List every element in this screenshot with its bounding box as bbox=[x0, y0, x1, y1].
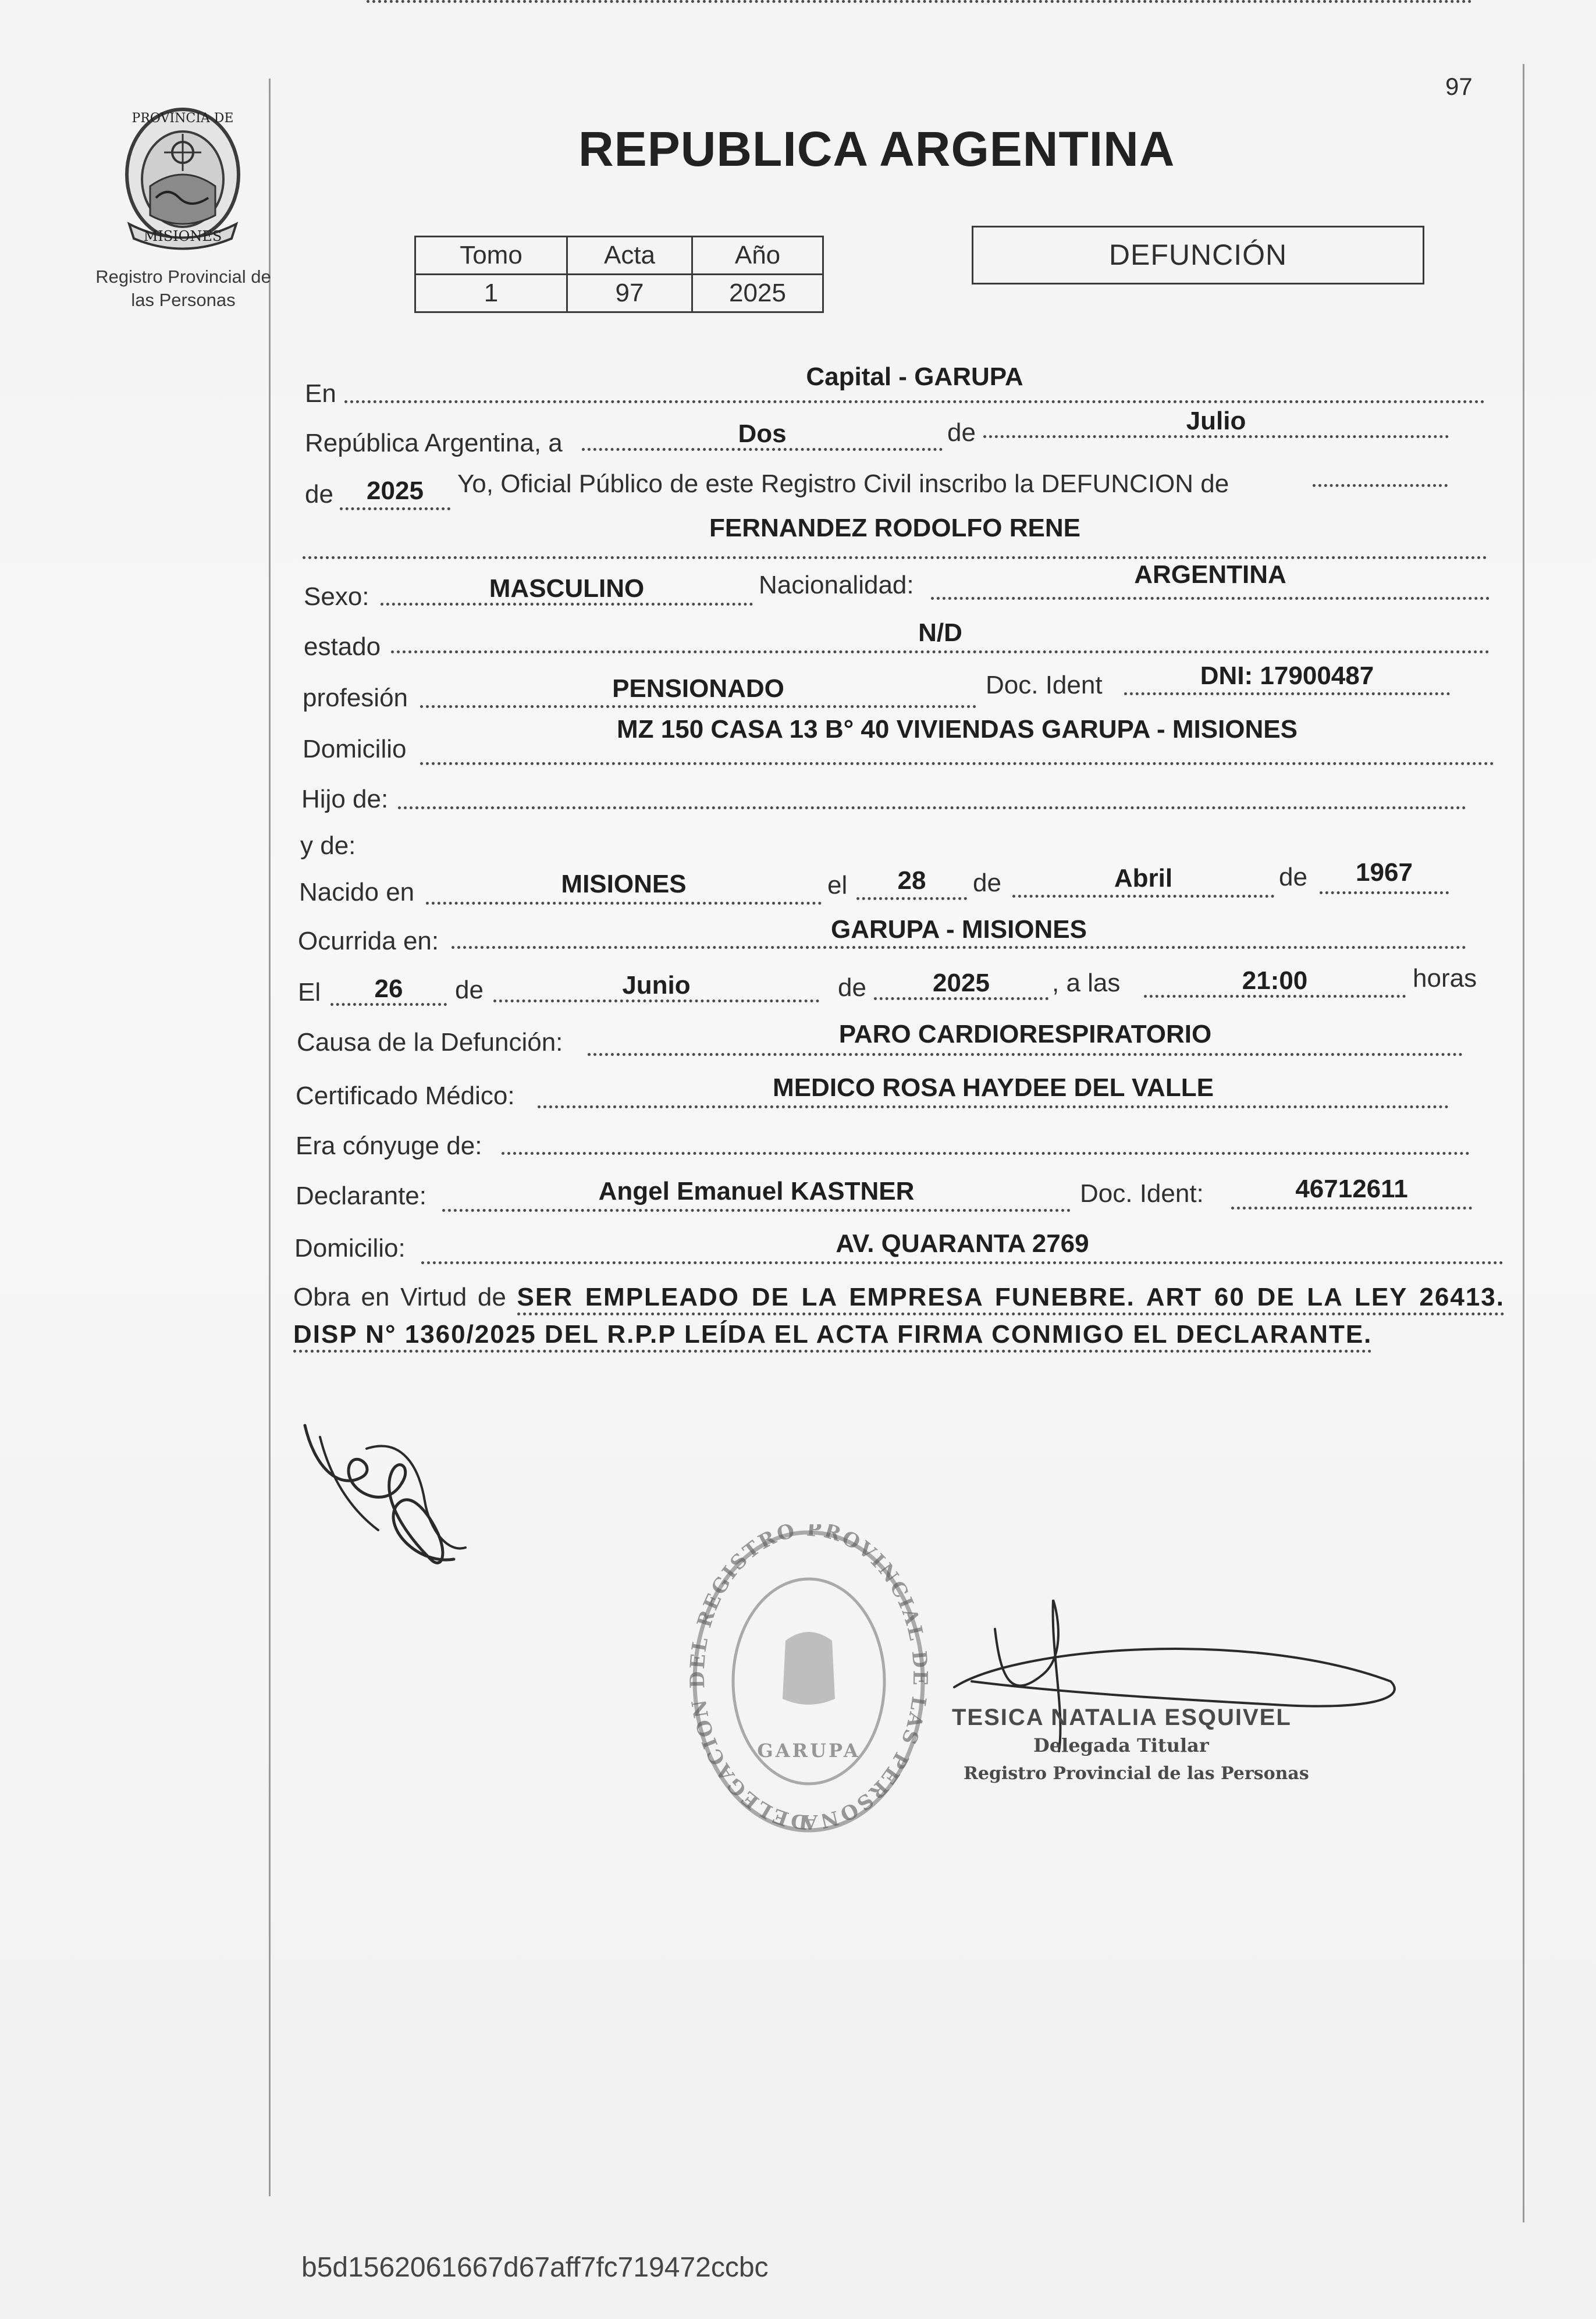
footer-hash: b5d1562061667d67aff7fc719472ccbc bbox=[301, 2252, 769, 2283]
right-margin-rule bbox=[1523, 64, 1524, 2222]
field-doc-ident: DNI: 17900487 bbox=[1200, 661, 1374, 690]
field-def-hora: 21:00 bbox=[1242, 966, 1308, 995]
dotted-line bbox=[344, 400, 1485, 403]
official-signature bbox=[948, 1594, 1402, 1757]
table-header-row bbox=[415, 237, 823, 275]
dotted-line bbox=[340, 507, 450, 510]
seal-text-top: PROVINCIA DE bbox=[131, 111, 234, 126]
official-office: Registro Provincial de las Personas bbox=[964, 1763, 1309, 1784]
label-obra-en-virtud: Obra en Virtud de bbox=[293, 1283, 506, 1311]
table-cell-tomo: 1 bbox=[415, 275, 567, 312]
dotted-line bbox=[502, 1152, 1470, 1155]
field-lugar: Capital - GARUPA bbox=[806, 362, 1023, 391]
page-title: REPUBLICA ARGENTINA bbox=[578, 122, 1175, 176]
obra-en-virtud-block bbox=[293, 1279, 1505, 1353]
field-mes: Julio bbox=[1186, 407, 1246, 435]
label-a-las: , a las bbox=[1052, 969, 1121, 997]
dotted-line bbox=[931, 597, 1490, 600]
label-de: de bbox=[838, 973, 866, 1002]
declarant-signature bbox=[297, 1414, 471, 1577]
stamp-center-text: GARUPA bbox=[757, 1740, 861, 1762]
field-def-dia: 26 bbox=[374, 974, 403, 1003]
label-el: el bbox=[827, 871, 848, 899]
dotted-line bbox=[420, 705, 976, 708]
dotted-line bbox=[538, 1105, 1449, 1108]
field-declarante-domicilio: AV. QUARANTA 2769 bbox=[836, 1229, 1089, 1258]
tomo-acta-table bbox=[414, 236, 824, 313]
official-name: TESICA NATALIA ESQUIVEL bbox=[952, 1705, 1292, 1730]
dotted-line bbox=[588, 1053, 1463, 1056]
label-estado: estado bbox=[304, 632, 381, 661]
field-profesion: PENSIONADO bbox=[612, 674, 784, 703]
dotted-line bbox=[391, 650, 1490, 653]
field-sexo: MASCULINO bbox=[489, 574, 645, 603]
label-hijo-de: Hijo de: bbox=[301, 785, 389, 813]
dotted-line bbox=[983, 435, 1449, 438]
dotted-line bbox=[1231, 1207, 1472, 1210]
field-estado: N/D bbox=[918, 618, 962, 647]
label-sexo: Sexo: bbox=[304, 582, 369, 611]
label-certificado: Certificado Médico: bbox=[296, 1082, 515, 1110]
official-stamp bbox=[687, 1524, 931, 1850]
dotted-line bbox=[874, 997, 1048, 1000]
field-declarante: Angel Emanuel KASTNER bbox=[598, 1177, 915, 1205]
field-anio: 2025 bbox=[367, 476, 424, 505]
dotted-line bbox=[367, 0, 1472, 3]
registry-name: Registro Provincial de las Personas bbox=[95, 266, 271, 311]
label-conyuge: Era cónyuge de: bbox=[296, 1132, 482, 1160]
dotted-line bbox=[582, 448, 943, 451]
field-def-mes: Junio bbox=[622, 971, 691, 1000]
field-nombre: FERNANDEZ RODOLFO RENE bbox=[709, 514, 1080, 542]
stamp-ring-text: DELEGACION DEL REGISTRO PROVINCIAL DE LAS PERSONA bbox=[687, 1524, 931, 1834]
dotted-line bbox=[856, 897, 967, 900]
field-nacido-en: MISIONES bbox=[561, 870, 687, 898]
official-title: Delegada Titular bbox=[1033, 1734, 1209, 1756]
left-margin-rule bbox=[269, 79, 271, 2196]
label-profesion: profesión bbox=[303, 684, 408, 712]
dotted-line bbox=[493, 1000, 819, 1002]
field-nac-dia: 28 bbox=[897, 866, 926, 895]
label-de: de bbox=[973, 869, 1001, 897]
dotted-line bbox=[381, 603, 753, 606]
field-causa: PARO CARDIORESPIRATORIO bbox=[838, 1020, 1212, 1048]
act-type-box: DEFUNCIÓN bbox=[972, 226, 1424, 284]
label-el: El bbox=[298, 978, 321, 1006]
field-def-anio: 2025 bbox=[933, 969, 990, 997]
label-doc-ident: Doc. Ident bbox=[986, 671, 1103, 699]
field-ocurrida-en: GARUPA - MISIONES bbox=[830, 915, 1087, 944]
province-seal bbox=[115, 99, 250, 250]
field-domicilio: MZ 150 CASA 13 B° 40 VIVIENDAS GARUPA - MISIONES bbox=[617, 715, 1298, 744]
label-nacido-en: Nacido en bbox=[299, 878, 415, 906]
table-cell-acta: 97 bbox=[567, 275, 692, 312]
label-horas: horas bbox=[1413, 964, 1477, 993]
field-dia: Dos bbox=[738, 419, 787, 448]
table-header-cell: Año bbox=[692, 237, 823, 275]
dotted-line bbox=[330, 1003, 447, 1006]
field-obra-en-virtud: SER EMPLEADO DE LA EMPRESA FUNEBRE. ART 60 DE LA LEY 26413. DISP N° 1360/2025 DEL R.P.P LEÍDA EL ACTA FIRMA CONMIGO EL DECLARANTE. bbox=[293, 1283, 1505, 1353]
field-nacionalidad: ARGENTINA bbox=[1134, 560, 1286, 589]
dotted-line bbox=[442, 1209, 1071, 1212]
label-yo-oficial: Yo, Oficial Público de este Registro Civil inscribo la DEFUNCION de bbox=[457, 470, 1229, 498]
dotted-line bbox=[303, 556, 1487, 559]
field-declarante-doc: 46712611 bbox=[1295, 1175, 1408, 1203]
label-declarante: Declarante: bbox=[296, 1182, 427, 1210]
label-de: de bbox=[455, 976, 484, 1004]
label-domicilio: Domicilio bbox=[303, 735, 407, 763]
label-en: En bbox=[305, 379, 336, 408]
dotted-line bbox=[420, 762, 1494, 765]
label-y-de: y de: bbox=[300, 831, 356, 860]
page-number: 97 bbox=[1445, 73, 1473, 100]
label-doc-ident-declarante: Doc. Ident: bbox=[1080, 1179, 1204, 1208]
dotted-line bbox=[1313, 484, 1448, 487]
field-nac-anio: 1967 bbox=[1356, 858, 1413, 887]
field-nac-mes: Abril bbox=[1114, 864, 1173, 892]
dotted-line bbox=[398, 806, 1466, 809]
label-causa: Causa de la Defunción: bbox=[297, 1028, 563, 1057]
label-domicilio-declarante: Domicilio: bbox=[294, 1234, 406, 1262]
label-de: de bbox=[1279, 863, 1307, 891]
dotted-line bbox=[1320, 891, 1449, 894]
field-certificado: MEDICO ROSA HAYDEE DEL VALLE bbox=[773, 1073, 1214, 1102]
dotted-line bbox=[421, 1261, 1503, 1264]
seal-text-bottom: MISIONES bbox=[143, 228, 222, 244]
table-header-cell: Acta bbox=[567, 237, 692, 275]
table-row bbox=[415, 275, 823, 312]
table-cell-anio: 2025 bbox=[692, 275, 823, 312]
label-ocurrida-en: Ocurrida en: bbox=[298, 927, 439, 955]
label-nacionalidad: Nacionalidad: bbox=[759, 571, 914, 599]
dotted-line bbox=[452, 946, 1466, 949]
table-header-cell: Tomo bbox=[415, 237, 567, 275]
dotted-line bbox=[1124, 692, 1450, 695]
dotted-line bbox=[1144, 995, 1406, 998]
dotted-line bbox=[426, 902, 822, 905]
label-republica: República Argentina, a bbox=[305, 429, 563, 457]
label-de: de bbox=[305, 480, 333, 508]
label-de: de bbox=[947, 418, 976, 447]
dotted-line bbox=[1012, 895, 1274, 898]
